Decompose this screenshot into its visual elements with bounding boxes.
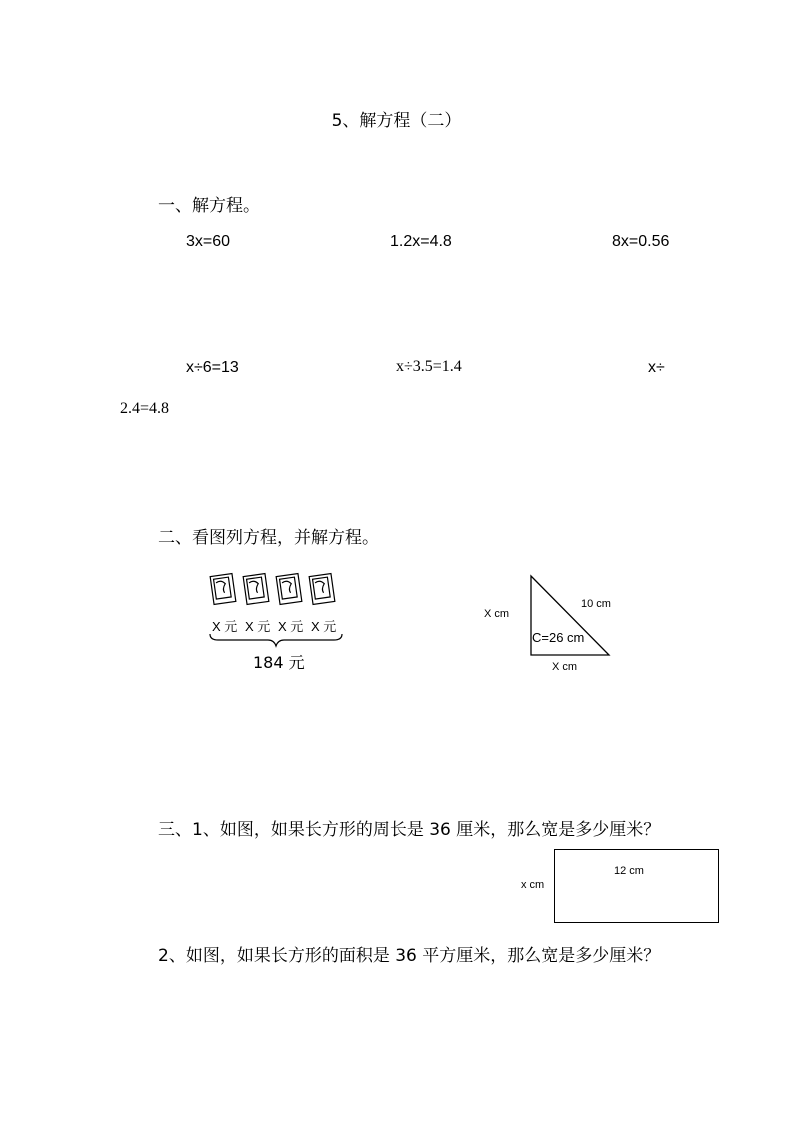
- rectangle-length-label: 12 cm: [614, 865, 644, 877]
- equation-3: 8x=0.56: [612, 233, 670, 250]
- triangle-base-label: X cm: [552, 661, 578, 673]
- books-figure: [205, 570, 345, 620]
- books-total: 184 元: [253, 653, 305, 672]
- equation-1: 3x=60: [186, 233, 231, 250]
- triangle-figure: [525, 572, 615, 662]
- book-price-label: X 元: [245, 619, 271, 634]
- triangle-hypotenuse-label: 10 cm: [581, 598, 611, 610]
- equation-2: 1.2x=4.8: [390, 233, 452, 250]
- section2-heading: 二、看图列方程，并解方程。: [158, 528, 379, 548]
- book-icon: [309, 574, 335, 605]
- section3-question-2: 2、如图，如果长方形的面积是 36 平方厘米，那么宽是多少厘米？: [158, 946, 661, 966]
- triangle-side-label: X cm: [484, 608, 510, 620]
- book-price-label: X 元: [278, 619, 304, 634]
- section3-question-1: 三、1、如图，如果长方形的周长是 36 厘米，那么宽是多少厘米？: [158, 820, 661, 840]
- equation-6-part2: 2.4=4.8: [120, 400, 170, 417]
- book-icon: [276, 574, 302, 605]
- page-title: 5、解方程（二）: [331, 111, 462, 131]
- rectangle-width-label: x cm: [521, 879, 545, 891]
- triangle-perimeter-label: C=26 cm: [532, 630, 585, 645]
- equation-5: x÷3.5=1.4: [396, 358, 462, 375]
- brace-icon: [208, 632, 344, 650]
- book-price-label: X 元: [212, 619, 238, 634]
- book-icon: [210, 574, 236, 605]
- equation-6-part1: x÷: [648, 359, 665, 376]
- equation-4: x÷6=13: [186, 359, 239, 376]
- rectangle-figure: [554, 849, 719, 923]
- book-price-label: X 元: [311, 619, 337, 634]
- book-icon: [243, 574, 269, 605]
- section1-heading: 一、解方程。: [158, 196, 260, 216]
